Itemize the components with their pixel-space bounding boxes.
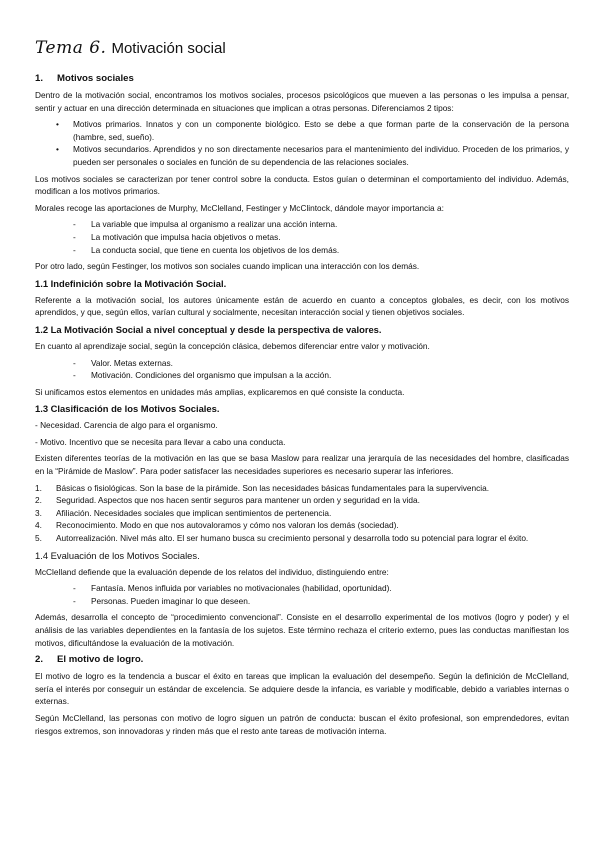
- section-2-heading: 2. El motivo de logro.: [35, 654, 144, 666]
- morales-dash-list: [35, 218, 569, 256]
- section-1-intro: Dentro de la motivación social, encontramos los motivos sociales, procesos psicológicos que mueven a las personas o les impulsa a pensar, sentir y actuar en una dirección determinada en situaciones que implican a otras personas. Diferenciamos 2 tipos:: [35, 90, 569, 113]
- dash-icon: -: [73, 595, 76, 606]
- section-1-4-paragraph: McClelland defiende que la evaluación depende de los relatos del individuo, distinguiendo entre:: [35, 566, 389, 577]
- title-text: Motivación social: [111, 40, 226, 57]
- section-1-2-paragraph: Si unificamos estos elementos en unidades más amplias, explicaremos en qué consiste la conducta.: [35, 386, 405, 397]
- list-item: 1. Básicas o fisiológicas. Son la base de la pirámide. Son las necesidades básicas fundamentales para la supervivencia.: [35, 482, 490, 493]
- bullet-icon: •: [56, 144, 59, 155]
- list-item: - La motivación que impulsa hacia objetivos o metas.: [73, 231, 281, 242]
- dash-icon: -: [73, 583, 76, 594]
- section-1-1-paragraph: Referente a la motivación social, los autores únicamente están de acuerdo en cuanto a conceptos globales, es decir, con los motivos aprendidos, y que, según ellos, varían cultural y socialmente, necesitan interacción social y tienen objetivos sociales.: [35, 294, 569, 318]
- section-1-2-paragraph: En cuanto al aprendizaje social, según la concepción clásica, debemos diferenciar entre valor y motivación.: [35, 340, 430, 351]
- list-item: - La conducta social, que tiene en cuenta los objetivos de los demás.: [73, 244, 340, 255]
- list-item: - La variable que impulsa al organismo a realizar una acción interna.: [73, 219, 338, 230]
- section-1-paragraph: Morales recoge las aportaciones de Murphy, McClelland, Festinger y McClintock, dándole mayor importancia a:: [35, 202, 444, 213]
- section-1-paragraph: Por otro lado, según Festinger, los motivos son sociales cuando implican una interacción con los demás.: [35, 261, 420, 272]
- section-1-paragraph: Los motivos sociales se caracterizan por tener control sobre la conducta. Estos guían o determinan el comportamiento del individuo. Además, modifican a los motivos primarios.: [35, 173, 569, 197]
- list-item: - Motivación. Condiciones del organismo que impulsan a la acción.: [73, 370, 332, 381]
- list-item: • Motivos secundarios. Aprendidos y no son directamente necesarios para el mantenimiento del individuo. Proceden de los primarios, y pueden ser personales o sociales en función de su dependencia de las relaciones sociales.: [56, 144, 569, 167]
- dash-icon: -: [73, 357, 76, 368]
- list-item: - Fantasía. Menos influida por variables no motivacionales (habilidad, oportunidad).: [73, 583, 392, 594]
- section-1-heading: 1. Motivos sociales: [35, 73, 134, 84]
- bullet-icon: •: [56, 119, 59, 130]
- section-1-4-heading: 1.4 Evaluación de los Motivos Sociales.: [35, 549, 200, 561]
- list-item: - Personas. Pueden imaginar lo que deseen.: [73, 595, 251, 606]
- list-item: • Motivos primarios. Innatos y con un componente biológico. Esto se debe a que forman parte de la conservación de la persona (hambre, sed, sueño).: [56, 119, 569, 142]
- section-2-paragraph: Según McClelland, las personas con motivo de logro siguen un patrón de conducta: buscan el éxito profesional, son emprendedores, evitan riesgos extremos, son innovadoras y rinden más que el resto ante tareas de motivación interna.: [35, 712, 569, 736]
- title-handwritten-prefix: Tema 6.: [35, 38, 107, 58]
- list-item: 3. Afiliación. Necesidades sociales que implican sentimientos de pertenencia.: [35, 507, 332, 518]
- section-1-2-heading: 1.2 La Motivación Social a nivel conceptual y desde la perspectiva de valores.: [35, 323, 382, 335]
- list-item: 4. Reconocimiento. Modo en que nos autovaloramos y cómo nos valoran los demás (sociedad).: [35, 520, 399, 531]
- page-title: [35, 38, 569, 58]
- definition-line: - Necesidad. Carencia de algo para el organismo.: [35, 420, 218, 431]
- maslow-numbered-list: [35, 482, 569, 545]
- evaluation-dash-list: [35, 582, 569, 607]
- list-item: 5. Autorrealización. Nivel más alto. El ser humano busca su crecimiento personal y desarrolla todo su potencial para lograr el éxito.: [35, 533, 529, 544]
- section-1-1-heading: 1.1 Indefinición sobre la Motivación Social.: [35, 277, 227, 289]
- section-2-paragraph: El motivo de logro es la tendencia a buscar el éxito en tareas que implican la evaluación del desempeño. Según la definición de McClelland, sería el interés por conseguir un estándar de excelencia. Se adquiere desde la infancia, es variable y modificable, debido a variables internas o externas.: [35, 671, 569, 707]
- motives-bullet-list: [35, 118, 569, 168]
- dash-icon: -: [73, 370, 76, 381]
- section-1-3-heading: 1.3 Clasificación de los Motivos Sociales.: [35, 403, 220, 415]
- dash-icon: -: [73, 244, 76, 255]
- list-item: - Valor. Metas externas.: [73, 357, 173, 368]
- list-item: 2. Seguridad. Aspectos que nos hacen sentir seguros para mantener un orden y seguridad en la vida.: [35, 495, 420, 506]
- section-1-4-paragraph: Además, desarrolla el concepto de “procedimiento convencional”. Consiste en el desarrollo experimental de los motivos (logro y poder) y el análisis de las variables dependientes en la fantasía de los sujetos. Este término rechaza el criterio externo, pues las conductas manifiestan los motivos, dificultándose la evaluación de la motivación.: [35, 612, 569, 648]
- value-motivation-dash-list: [35, 357, 569, 382]
- definition-line: - Motivo. Incentivo que se necesita para llevar a cabo una conducta.: [35, 436, 286, 447]
- document-page: [35, 38, 569, 741]
- dash-icon: -: [73, 231, 76, 242]
- section-1-3-paragraph: Existen diferentes teorías de la motivación en las que se basa Maslow para realizar una jerarquía de las necesidades del hombre, clasificadas en la “Pirámide de Maslow”. Para poder satisfacer las necesidades superiores es necesario superar las inferiores.: [35, 453, 569, 477]
- dash-icon: -: [73, 219, 76, 230]
